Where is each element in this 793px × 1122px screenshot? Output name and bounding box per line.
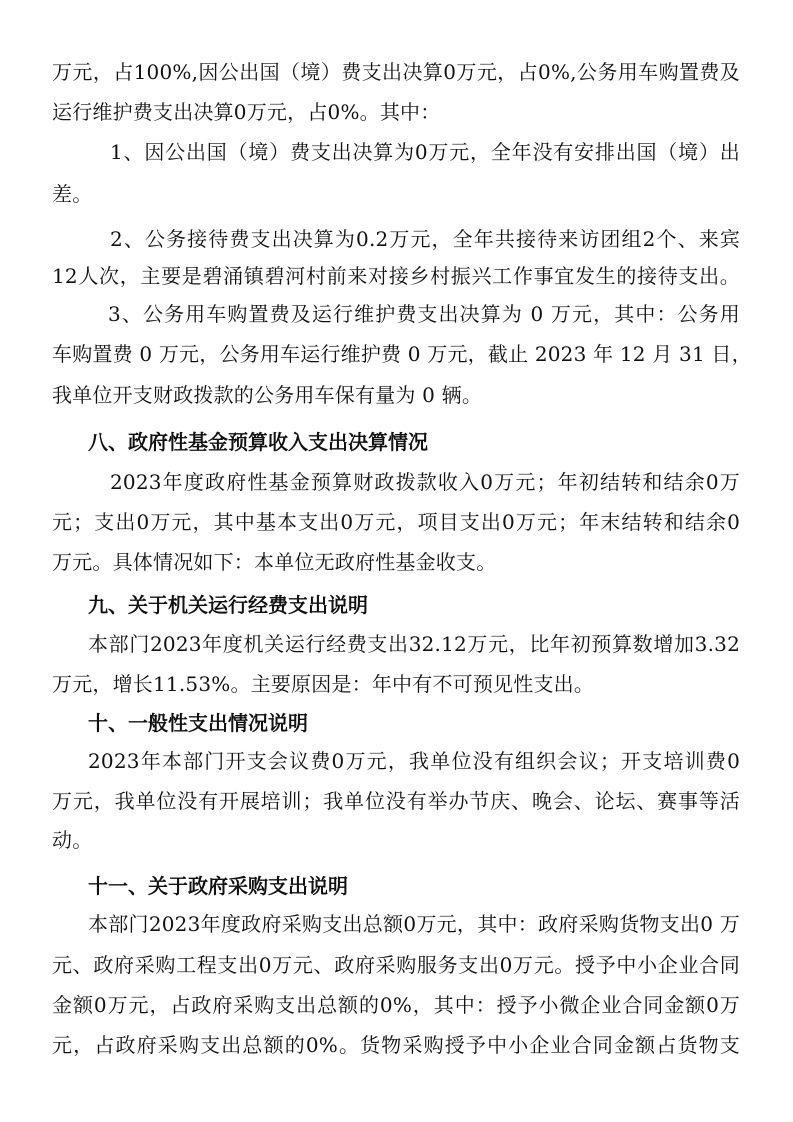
item-3-line: 车购置费 0 万元，公务用车运行维护费 0 万元，截止 2023 年 12 月 31 日， bbox=[52, 342, 752, 366]
body-text-line: 运行维护费支出决算0万元，占0%。其中： bbox=[52, 100, 441, 124]
item-1-line: 差。 bbox=[52, 182, 93, 206]
section-11-line: 金额0万元，占政府采购支出总额的0%，其中：授予小微企业合同金额0万 bbox=[52, 993, 740, 1017]
item-2-line: 2、公务接待费支出决算为0.2万元，全年共接待来访团组2个、来宾 bbox=[110, 227, 740, 251]
section-8-heading: 八、政府性基金预算收入支出决算情况 bbox=[88, 430, 428, 454]
section-8-line: 万元。具体情况如下：本单位无政府性基金收支。 bbox=[52, 550, 497, 574]
section-8-line: 2023年度政府性基金预算财政拨款收入0万元；年初结转和结余0万 bbox=[110, 470, 740, 494]
item-3-line: 3、公务用车购置费及运行维护费支出决算为 0 万元，其中：公务用 bbox=[108, 302, 740, 326]
section-8-line: 元；支出0万元，其中基本支出0万元，项目支出0万元；年末结转和结余0 bbox=[52, 510, 740, 534]
section-9-line: 本部门2023年度机关运行经费支出32.12万元，比年初预算数增加3.32 bbox=[88, 632, 740, 656]
section-11-heading: 十一、关于政府采购支出说明 bbox=[88, 874, 348, 898]
section-9-line: 万元，增长11.53%。主要原因是：年中有不可预见性支出。 bbox=[52, 672, 595, 696]
section-10-line: 动。 bbox=[52, 828, 93, 852]
item-1-line: 1、因公出国（境）费支出决算为0万元，全年没有安排出国（境）出 bbox=[110, 140, 740, 164]
section-11-line: 元，占政府采购支出总额的0%。货物采购授予中小企业合同金额占货物支 bbox=[52, 1033, 740, 1057]
item-2-line: 12人次，主要是碧涌镇碧河村前来对接乡村振兴工作事宜发生的接待支出。 bbox=[52, 264, 740, 288]
section-11-line: 本部门2023年度政府采购支出总额0万元，其中：政府采购货物支出0 万 bbox=[88, 912, 740, 936]
section-9-heading: 九、关于机关运行经费支出说明 bbox=[88, 593, 368, 617]
section-10-line: 万元，我单位没有开展培训；我单位没有举办节庆、晚会、论坛、赛事等活 bbox=[52, 789, 740, 813]
item-3-line: 我单位开支财政拨款的公务用车保有量为 0 辆。 bbox=[52, 383, 483, 407]
section-10-line: 2023年本部门开支会议费0万元，我单位没有组织会议；开支培训费0 bbox=[88, 749, 740, 773]
section-11-line: 元、政府采购工程支出0万元、政府采购服务支出0万元。授予中小企业合同 bbox=[52, 953, 740, 977]
section-10-heading: 十、一般性支出情况说明 bbox=[88, 711, 308, 735]
body-text-line: 万元，占100%,因公出国（境）费支出决算0万元，占0%,公务用车购置费及 bbox=[52, 60, 740, 84]
